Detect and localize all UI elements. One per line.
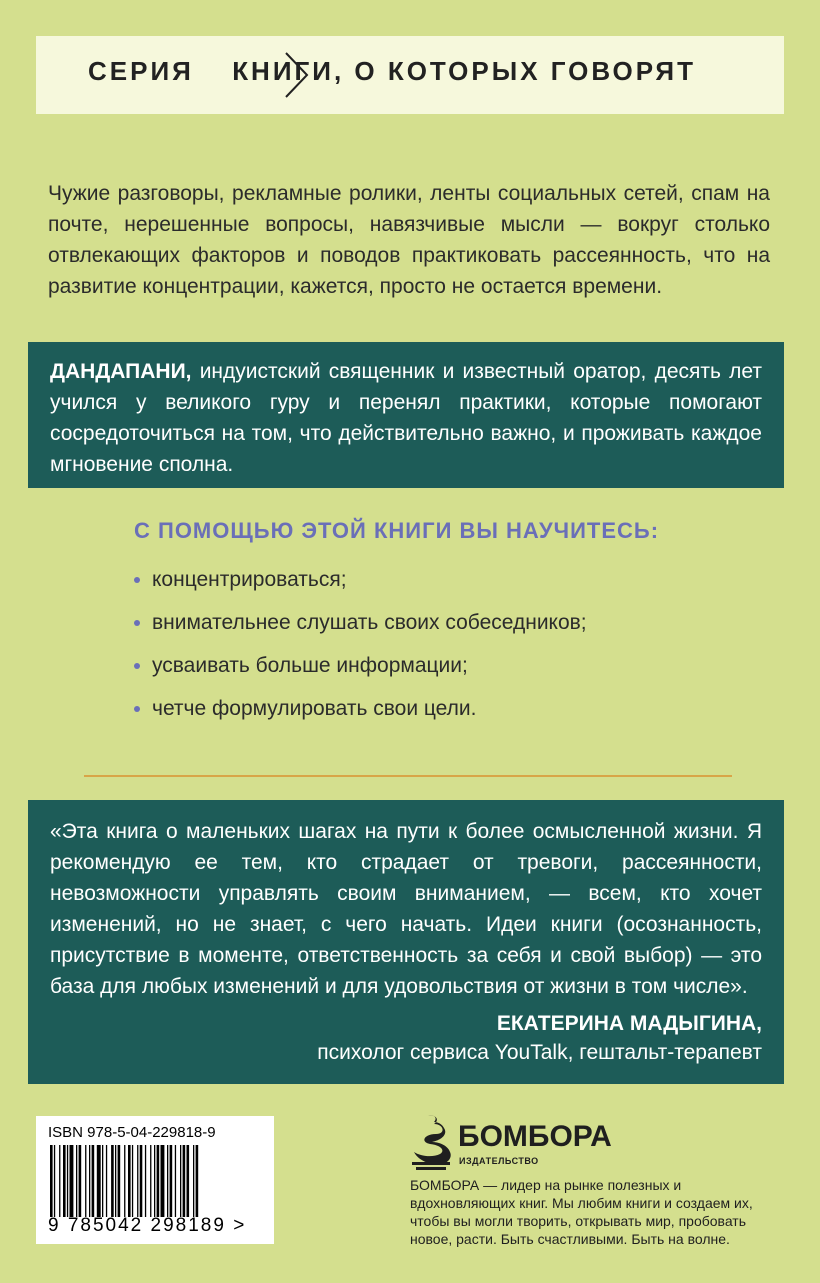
list-item bbox=[134, 609, 587, 637]
quote-text: «Эта книга о маленьких шагах на пути к более осмысленной жизни. Я рекомендую ее тем, кто страдает от тревоги, рассеянности, невозможности управлять своим вниманием, — всем, кто хочет изменений, но не знает, с чего начать. Идеи книги (осознанность, присутствие в моменте, ответственность за себя и свой выбор) — это база для любых изменений и для удовольствия от жизни в том числе». bbox=[50, 820, 762, 998]
bullet-icon bbox=[134, 620, 140, 626]
learn-heading: С ПОМОЩЬЮ ЭТОЙ КНИГИ ВЫ НАУЧИТЕСЬ: bbox=[134, 518, 660, 543]
list-item-text: четче формулировать свои цели. bbox=[152, 697, 477, 720]
quote-author-role: психолог сервиса YouTalk, гештальт-терапевт bbox=[317, 1041, 762, 1064]
author-panel bbox=[28, 342, 784, 488]
author-description bbox=[50, 356, 762, 480]
bullet-icon bbox=[134, 706, 140, 712]
bullet-icon bbox=[134, 577, 140, 583]
list-item-text: внимательнее слушать своих собеседников; bbox=[152, 611, 587, 634]
list-item bbox=[134, 695, 587, 723]
publisher-subtitle: ИЗДАТЕЛЬСТВО bbox=[459, 1156, 539, 1166]
list-item bbox=[134, 652, 587, 680]
bullet-icon bbox=[134, 663, 140, 669]
intro-paragraph: Чужие разговоры, рекламные ролики, ленты социальных сетей, спам на почте, нерешенные вопросы, навязчивые мысли — вокруг столько отвлекающих факторов и поводов практиковать рассеянность, что на развитие концентрации, кажется, просто не остается времени. bbox=[48, 182, 770, 298]
isbn-barcode-box bbox=[36, 1116, 274, 1244]
series-label: СЕРИЯ bbox=[88, 56, 194, 86]
list-item-text: концентрироваться; bbox=[152, 568, 347, 591]
list-item-text: усваивать больше информации; bbox=[152, 654, 468, 677]
isbn-label: ISBN 978-5-04-229818-9 bbox=[48, 1124, 216, 1141]
quote-panel bbox=[28, 800, 784, 1084]
divider bbox=[84, 775, 732, 777]
series-banner bbox=[36, 36, 784, 114]
bombora-wave-icon bbox=[410, 1112, 454, 1170]
list-item bbox=[134, 566, 587, 594]
author-bio: индуистский священник и известный оратор, десять лет учился у великого гуру и перенял практики, которые помогают сосредоточиться на том, что действительно важно, и проживать каждое мгновение сполна. bbox=[50, 360, 762, 476]
publisher-name: БОМБОРА bbox=[458, 1120, 612, 1153]
publisher-description: БОМБОРА — лидер на рынке полезных и вдохновляющих книг. Мы любим книги и создаем их, чтобы вы могли творить, открывать мир, пробовать новое, расти. Быть счастливыми. Быть на волне. bbox=[410, 1177, 753, 1247]
barcode-icon bbox=[48, 1145, 262, 1217]
author-name: ДАНДАПАНИ, bbox=[50, 360, 192, 383]
learn-list bbox=[134, 566, 587, 738]
publisher-logo bbox=[410, 1112, 610, 1172]
quote-author: ЕКАТЕРИНА МАДЫГИНА, bbox=[496, 1012, 762, 1035]
series-name: КНИГИ, О КОТОРЫХ ГОВОРЯТ bbox=[232, 56, 696, 86]
barcode-digits: 9 785042 298189 > bbox=[48, 1215, 247, 1236]
